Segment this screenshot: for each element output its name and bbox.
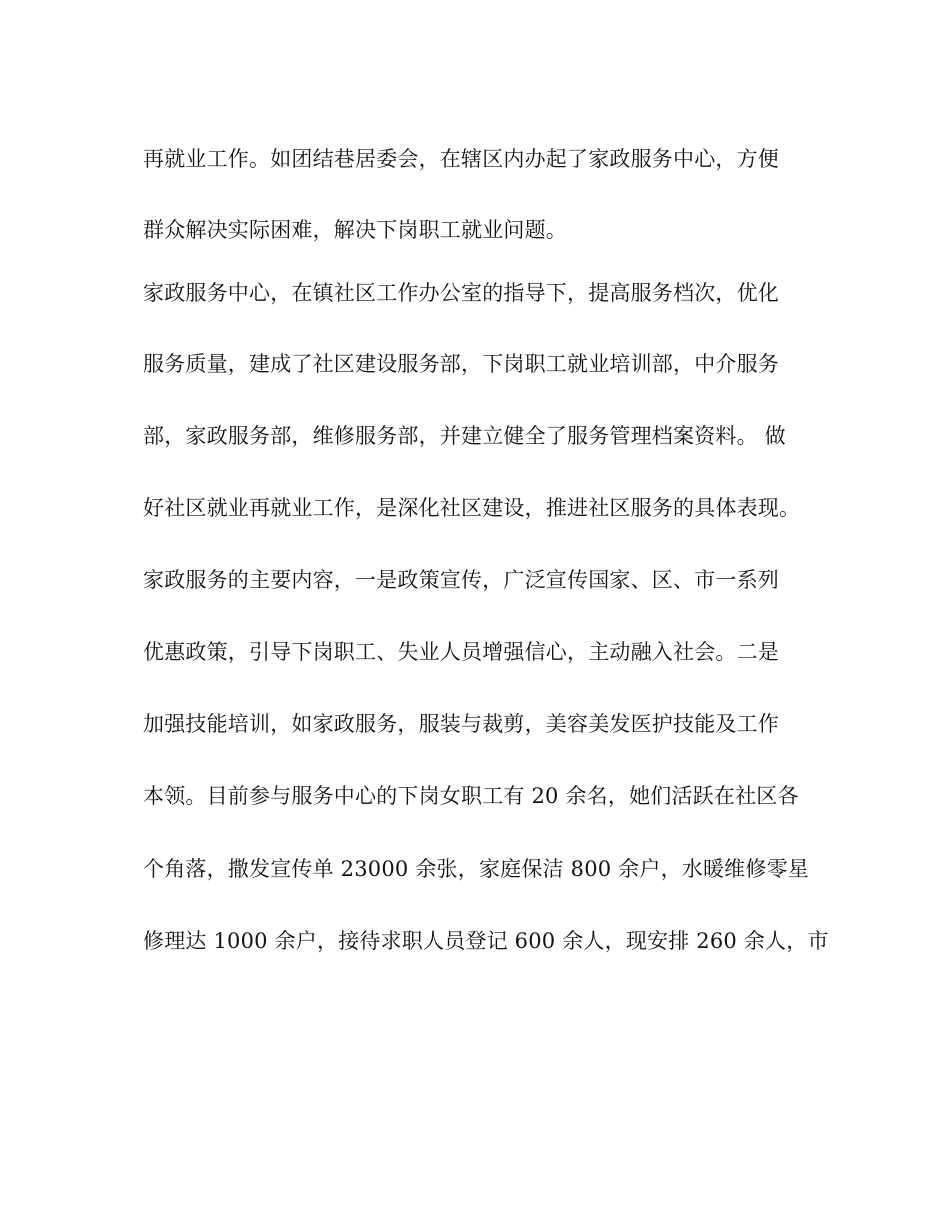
text-line: 家政服务的主要内容，一是政策宣传，广泛宣传国家、区、市一系列 [143,568,779,592]
text-line: 再就业工作。如团结巷居委会，在辖区内办起了家政服务中心，方便 [143,147,779,171]
text-line: 部，家政服务部，维修服务部，并建立健全了服务管理档案资料。 做 [143,424,786,448]
text-line: 个角落，撒发宣传单 23000 余张，家庭保洁 800 余户，水暖维修零星 [143,857,809,881]
text-line: 服务质量，建成了社区建设服务部，下岗职工就业培训部，中介服务 [143,352,779,376]
text-line: 修理达 1000 余户，接待求职人员登记 600 余人，现安排 260 余人，市 [143,929,829,953]
text-line: 本领。目前参与服务中心的下岗女职工有 20 余名，她们活跃在社区各 [143,784,799,808]
text-line: 加强技能培训，如家政服务，服装与裁剪，美容美发医护技能及工作 [143,712,779,736]
text-line: 群众解决实际困难，解决下岗职工就业问题。 [143,218,567,242]
text-line: 家政服务中心，在镇社区工作办公室的指导下，提高服务档次，优化 [143,281,779,305]
text-line: 优惠政策，引导下岗职工、失业人员增强信心，主动融入社会。二是 [143,640,779,664]
text-line: 好社区就业再就业工作，是深化社区建设，推进社区服务的具体表现。 [143,496,801,520]
